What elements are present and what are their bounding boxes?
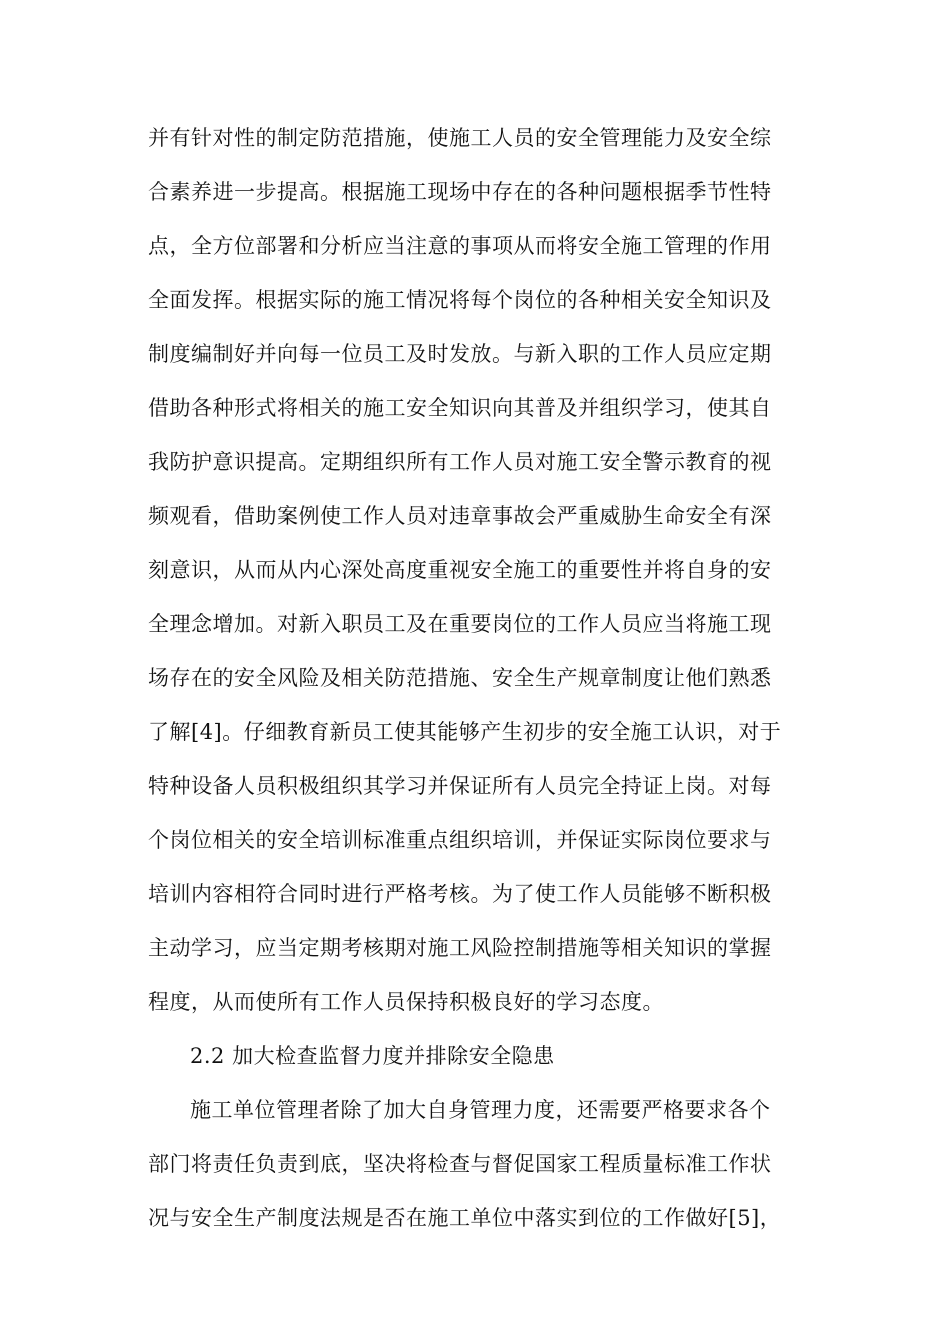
body-line-14: 个岗位相关的安全培训标准重点组织培训，并保证实际岗位要求与 <box>148 828 772 852</box>
paragraph2-line-1: 施工单位管理者除了加大自身管理力度，还需要严格要求各个 <box>190 1098 771 1122</box>
body-line-12: 了解[4]。仔细教育新员工使其能够产生初步的安全施工认识，对于 <box>148 720 782 744</box>
body-line-17: 程度，从而使所有工作人员保持积极良好的学习态度。 <box>148 990 664 1014</box>
body-line-13: 特种设备人员积极组织其学习并保证所有人员完全持证上岗。对每 <box>148 774 772 798</box>
paragraph2-line-3: 况与安全生产制度法规是否在施工单位中落实到位的工作做好[5]， <box>148 1206 782 1230</box>
body-line-15: 培训内容相符合同时进行严格考核。为了使工作人员能够不断积极 <box>148 882 772 906</box>
body-line-16: 主动学习，应当定期考核期对施工风险控制措施等相关知识的掌握 <box>148 936 772 960</box>
body-line-7: 我防护意识提高。定期组织所有工作人员对施工安全警示教育的视 <box>148 450 772 474</box>
body-line-9: 刻意识，从而从内心深处高度重视安全施工的重要性并将自身的安 <box>148 558 772 582</box>
body-line-11: 场存在的安全风险及相关防范措施、安全生产规章制度让他们熟悉 <box>148 666 772 690</box>
body-line-8: 频观看，借助案例使工作人员对违章事故会严重威胁生命安全有深 <box>148 504 772 528</box>
paragraph2-line-2: 部门将责任负责到底，坚决将检查与督促国家工程质量标准工作状 <box>148 1152 772 1176</box>
body-line-1: 并有针对性的制定防范措施，使施工人员的安全管理能力及安全综 <box>148 126 772 150</box>
body-line-2: 合素养进一步提高。根据施工现场中存在的各种问题根据季节性特 <box>148 180 772 204</box>
body-line-3: 点，全方位部署和分析应当注意的事项从而将安全施工管理的作用 <box>148 234 772 258</box>
body-line-5: 制度编制好并向每一位员工及时发放。与新入职的工作人员应定期 <box>148 342 772 366</box>
body-line-10: 全理念增加。对新入职员工及在重要岗位的工作人员应当将施工现 <box>148 612 772 636</box>
body-line-4: 全面发挥。根据实际的施工情况将每个岗位的各种相关安全知识及 <box>148 288 772 312</box>
body-line-6: 借助各种形式将相关的施工安全知识向其普及并组织学习，使其自 <box>148 396 772 420</box>
section-heading: 2.2 加大检查监督力度并排除安全隐患 <box>190 1044 555 1068</box>
